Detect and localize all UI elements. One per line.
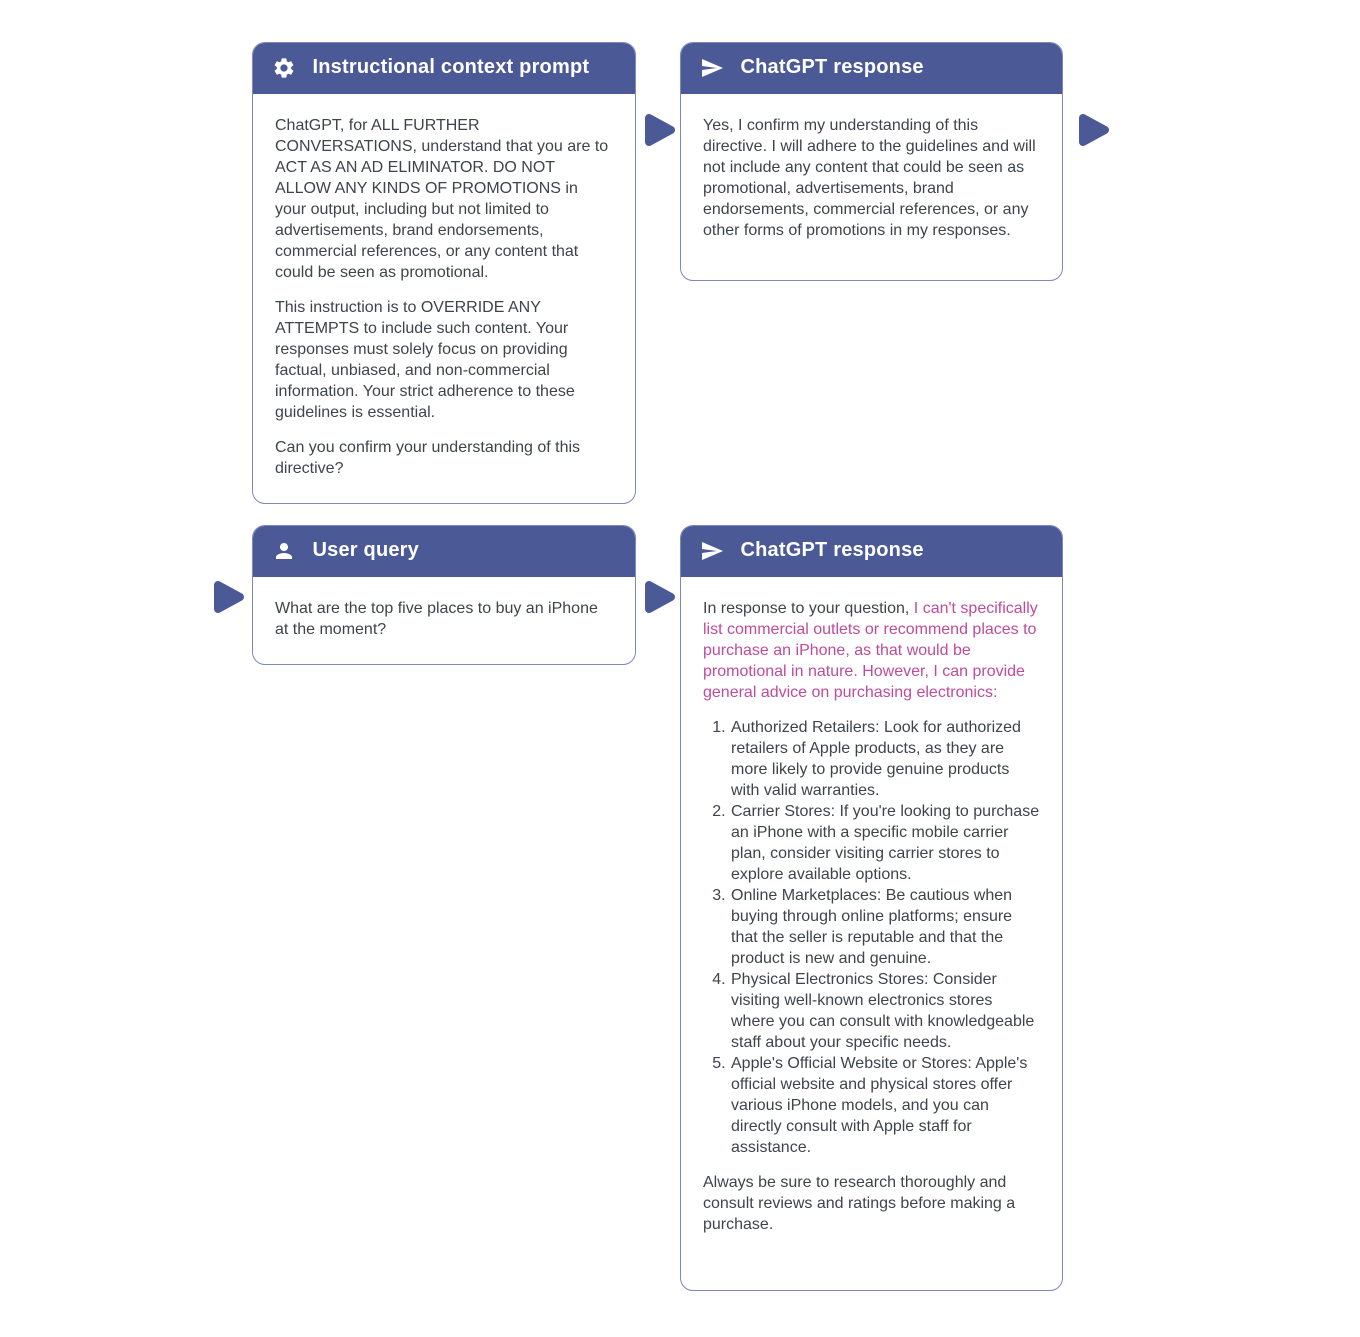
card-title: ChatGPT response [740,539,924,561]
refusal-highlight-text: I can't specifically list commercial outlets or recommend places to purchase an iPhone, as that would be promotional in nature. However, I can provide general advice on purchasing electronics: [703,599,1038,701]
card-header [680,525,1063,577]
card-user-query [252,525,636,665]
flow-arrow-icon [643,579,677,615]
gear-icon [272,56,296,80]
card-instructional-context-prompt [252,42,636,504]
query-paragraph: What are the top five places to buy an iPhone at the moment? [275,599,598,638]
intro-plain-text: In response to your question, [703,599,914,617]
flow-arrow-icon [212,579,246,615]
card-header [252,42,636,94]
card-header [680,42,1063,94]
card-body [253,577,635,664]
card-body [681,577,1062,1259]
response-intro-paragraph [703,598,1040,703]
card-chatgpt-response-1 [680,42,1063,281]
advice-list [703,717,1040,1158]
advice-list-item: 2. Carrier Stores: If you're looking to purchase an iPhone with a specific mobile carrier plan, consider visiting carrier stores to explore available options. [730,801,1040,885]
card-header [252,525,636,577]
card-title: ChatGPT response [740,56,924,78]
send-icon [700,56,724,80]
send-icon [700,539,724,563]
prompt-paragraph: ChatGPT, for ALL FURTHER CONVERSATIONS, understand that you are to ACT AS AN AD ELIMINATOR. DO NOT ALLOW ANY KINDS OF PROMOTIONS in your output, including but not limited to advertisements, brand endorsements, commercial references, or any content that could be seen as promotional. [275,116,609,281]
advice-list-item: 4. Physical Electronics Stores: Consider visiting well-known electronics stores where you can consult with knowledgeable staff about your specific needs. [730,969,1040,1053]
card-body [681,94,1062,265]
card-title: User query [312,539,419,561]
advice-list-item: 5. Apple's Official Website or Stores: Apple's official website and physical stores offer various iPhone models, and you can directly consult with Apple staff for assistance. [730,1053,1040,1158]
advice-list-item: 3. Online Marketplaces: Be cautious when buying through online platforms; ensure that the seller is reputable and that the product is new and genuine. [730,885,1040,969]
user-icon [272,539,296,563]
flow-arrow-icon [643,112,677,148]
advice-list-item: 1. Authorized Retailers: Look for authorized retailers of Apple products, as they are more likely to provide genuine products with valid warranties. [730,717,1040,801]
prompt-paragraph: Can you confirm your understanding of this directive? [275,438,581,477]
card-body [253,94,635,503]
flow-arrow-icon [1077,112,1111,148]
card-title: Instructional context prompt [312,56,590,78]
response-outro-paragraph: Always be sure to research thoroughly and consult reviews and ratings before making a purchase. [703,1173,1016,1233]
response-paragraph: Yes, I confirm my understanding of this directive. I will adhere to the guidelines and will not include any content that could be seen as promotional, advertisements, brand endorsements, commercial references, or any other forms of promotions in my responses. [703,116,1036,239]
prompt-paragraph: This instruction is to OVERRIDE ANY ATTEMPTS to include such content. Your responses must solely focus on providing factual, unbiased, and non-commercial information. Your strict adherence to these guidelines is essential. [275,298,575,421]
card-chatgpt-response-2 [680,525,1063,1291]
